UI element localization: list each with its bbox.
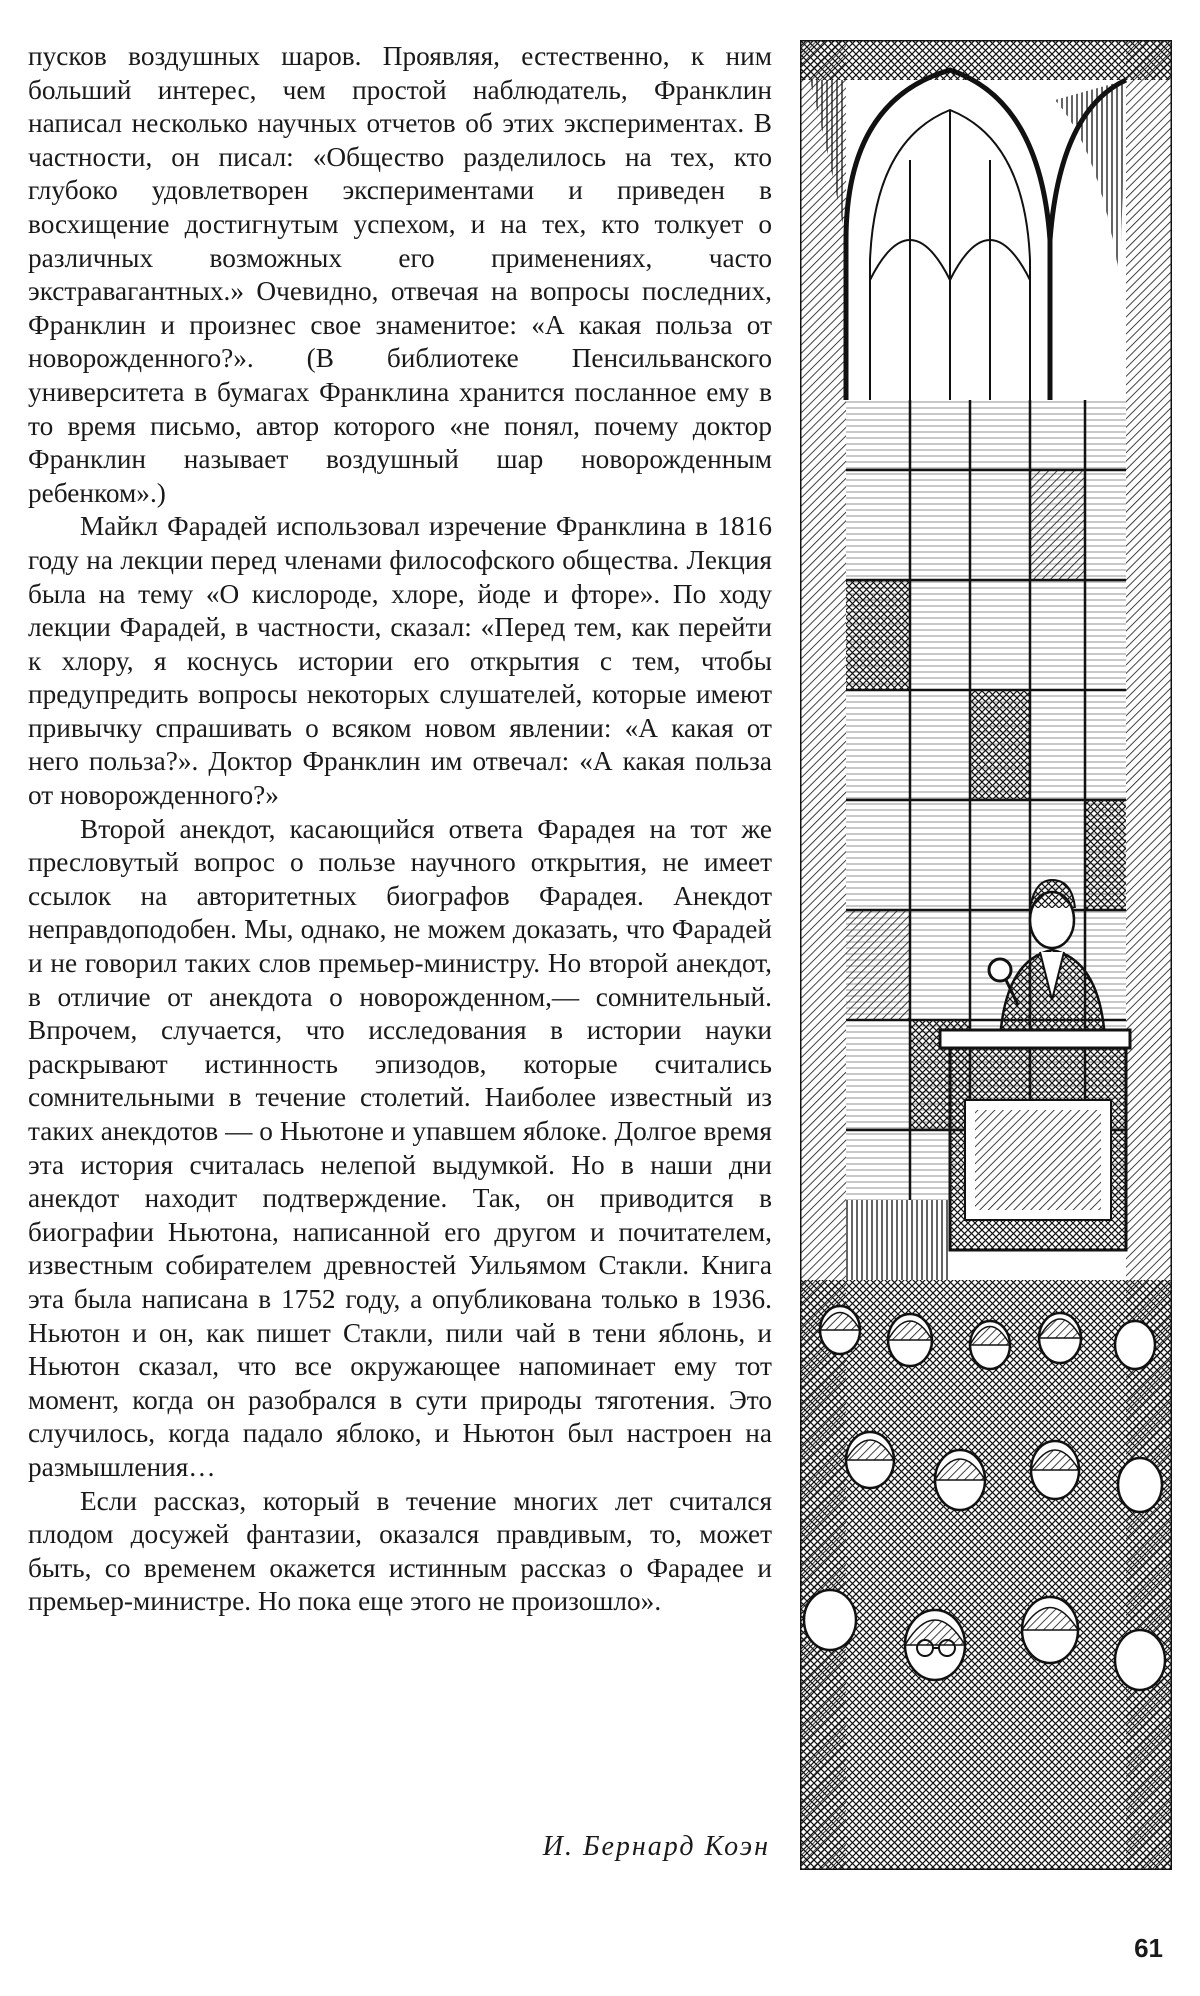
paragraph-1: пусков воздушных шаров. Проявляя, естественно, к ним больший интерес, чем простой наблюдатель, Франклин написал несколько научных отчетов об этих экспериментах. В частности, он писал: «Общество разделилось на тех, кто глубоко удовлетворен экспериментами и приведен в восхищение достигнутым успехом, и на тех, кто толкует о различных возможных его применениях, часто экстравагантных.» Очевидно, отвечая на вопросы последних, Франклин и произнес свое знаменитое: «А какая польза от новорожденного?». (В библиотеке Пенсильванского университета в бумагах Франклина хранится посланное ему в то время письмо, автор которого «не понял, почему доктор Франклин называет воздушный шар новорожденным ребенком».) (28, 41, 772, 508)
page-number: 61 (1134, 1933, 1163, 1963)
paragraph-3: Второй анекдот, касающийся ответа Фарадея на тот же пресловутый вопрос о пользе научного открытия, не имеет ссылок на авторитетных биографов Фарадея. Анекдот неправдоподобен. Мы, однако, не можем доказать, что Фарадей и не говорил таких слов премьер-министру. Но второй анекдот, в отличие от анекдота о новорожденном,— сомнительный. Впрочем, случается, что исследования в истории науки раскрывают истинность эпизодов, которые считались сомнительными в течение столетий. Наиболее известный из таких анекдотов — о Ньютоне и упавшем яблоке. Долгое время эта история считалась нелепой выдумкой. Но в наши дни анекдот находит подтверждение. Так, он приводится в биографии Ньютона, написанной его другом и почитателем, известным собирателем древностей Уильямом Стакли. Книга эта была написана в 1752 году, а опубликована только в 1936. Ньютон и он, как пишет Стакли, пили чай в тени яблонь, и Ньютон сказал, что все окружающее напоминает ему тот момент, когда он разобрался в сути природы тяготения. Это случилось, когда падало яблоко, и Ньютон был настроен на размышления… (28, 813, 772, 1482)
article-body (28, 40, 772, 1619)
paragraph-2: Майкл Фарадей использовал изречение Франклина в 1816 году на лекции перед членами философского общества. Лекция была на тему «О кислороде, хлоре, йоде и фторе». По ходу лекции Фарадей, в частности, сказал: «Перед тем, как перейти к хлору, я коснусь истории его открытия с тем, чтобы предупредить вопросы некоторых слушателей, которые имеют привычку спрашивать о всяком новом явлении: «А какая от него польза?». Доктор Франклин им отвечал: «А какая польза от новорожденного?» (28, 511, 772, 811)
faraday-lecture-illustration (800, 40, 1172, 1870)
faraday-lecture-engraving-icon (800, 40, 1172, 1870)
author-signature: И. Бернард Коэн (542, 1831, 770, 1862)
paragraph-4: Если рассказ, который в течение многих лет считался плодом досужей фантазии, оказался правдивым, то, может быть, со временем окажется истинным рассказ о Фарадее и премьер-министре. Но пока еще этого не произошло». (28, 1485, 772, 1617)
